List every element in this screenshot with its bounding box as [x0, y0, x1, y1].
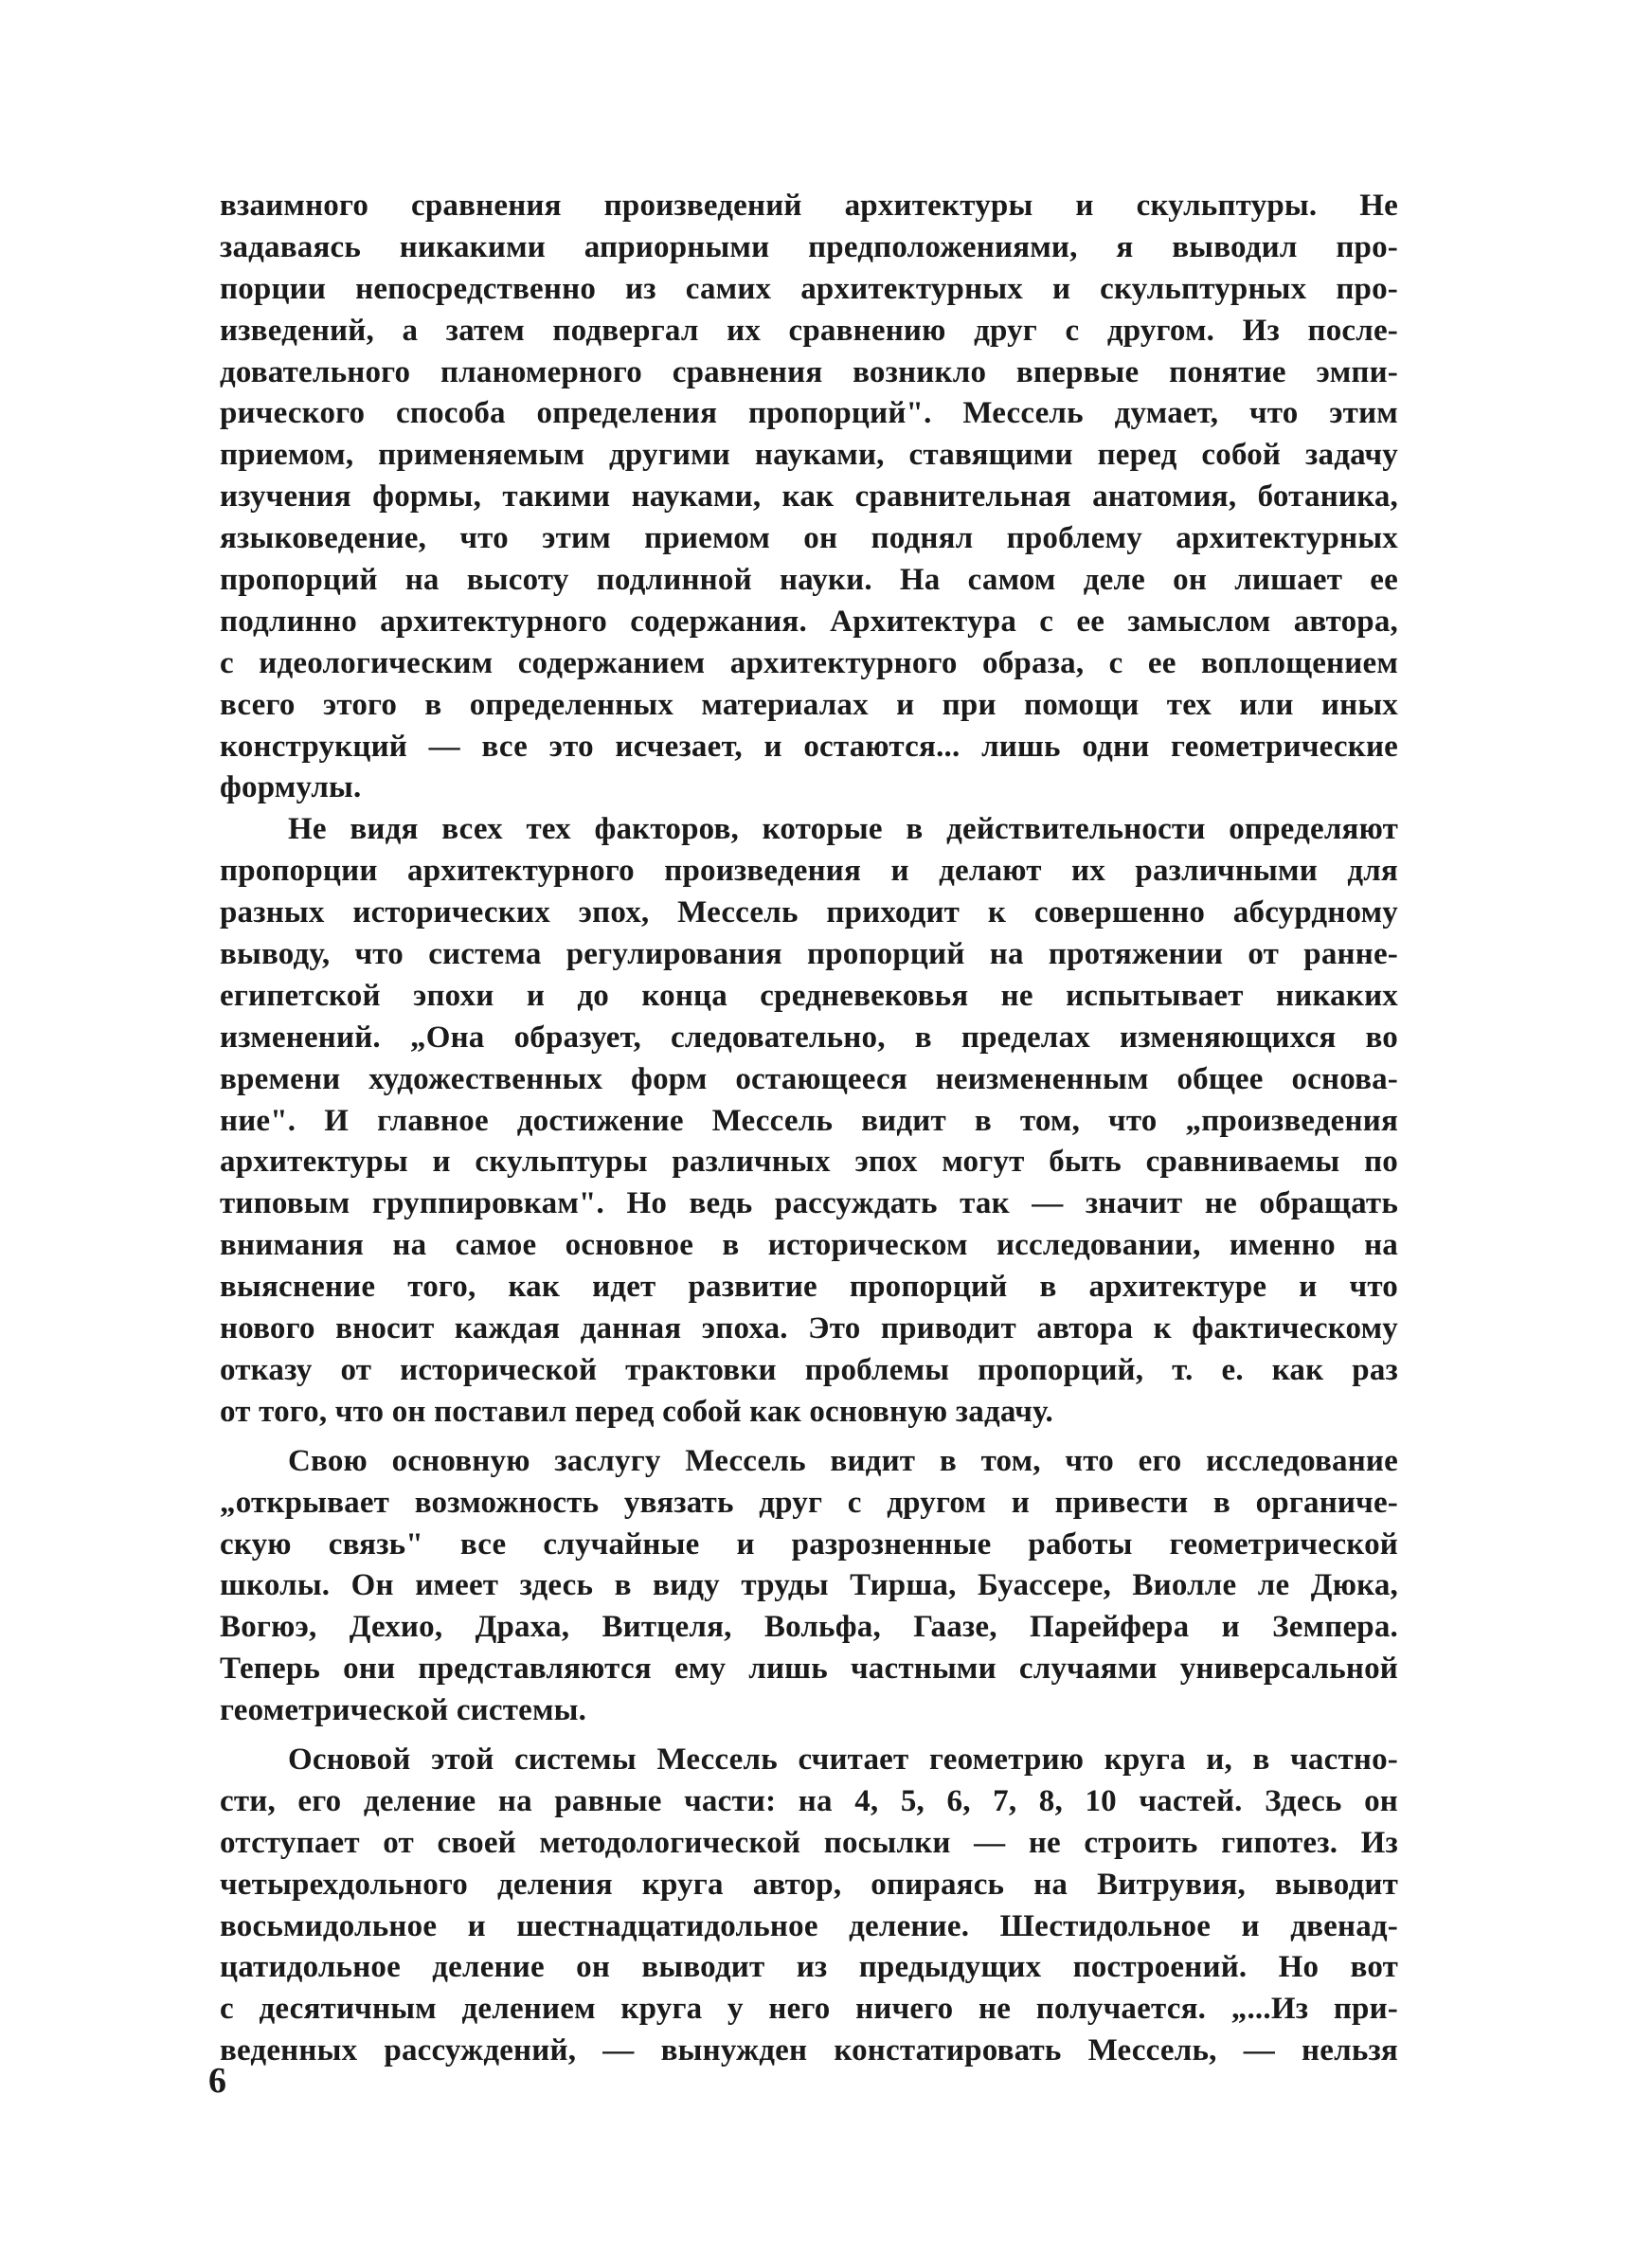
- text-line: изведений, а затем подвергал их сравнению друг с другом. Из после-: [220, 313, 1398, 348]
- text-line: четырехдольного деления круга автор, опираясь на Витрувия, выводит: [220, 1867, 1398, 1902]
- text-line: восьмидольное и шестнадцатидольное деление. Шестидольное и двенад-: [220, 1908, 1398, 1943]
- text-line: Теперь они представляются ему лишь частными случаями универсальной: [220, 1652, 1398, 1687]
- text-line: довательного планомерного сравнения возникло впервые понятие эмпи-: [220, 354, 1398, 389]
- text-line: египетской эпохи и до конца средневековья не испытывает никаких: [220, 978, 1398, 1013]
- text-line: Вогюэ, Дехио, Драха, Витцеля, Вольфа, Гаазе, Парейфера и Земпера.: [220, 1610, 1398, 1645]
- text-line: от того, что он поставил перед собой как основную задачу.: [220, 1394, 1053, 1429]
- text-line: геометрической системы.: [220, 1693, 587, 1728]
- text-line: изучения формы, такими науками, как сравнительная анатомия, ботаника,: [220, 479, 1398, 515]
- text-line: типовым группировкам". Но ведь рассуждать так — значит не обращать: [220, 1186, 1398, 1221]
- text-line: Не видя всех тех факторов, которые в действительности определяют: [288, 812, 1398, 847]
- text-line: школы. Он имеет здесь в виду труды Тирша, Буассере, Виолле ле Дюка,: [220, 1568, 1398, 1603]
- text-line: разных исторических эпох, Мессель приходит к совершенно абсурдному: [220, 895, 1398, 930]
- text-line: цатидольное деление он выводит из предыдущих построений. Но вот: [220, 1950, 1398, 1985]
- text-line: взаимного сравнения произведений архитектуры и скульптуры. Не: [220, 189, 1398, 223]
- body-text: [220, 186, 1398, 2072]
- text-line: „открывает возможность увязать друг с другом и привести в органиче-: [220, 1485, 1398, 1520]
- text-line: всего этого в определенных материалах и при помощи тех или иных: [220, 687, 1398, 722]
- text-line: подлинно архитектурного содержания. Архитектура с ее замыслом автора,: [220, 604, 1398, 639]
- text-line: нового вносит каждая данная эпоха. Это приводит автора к фактическому: [220, 1311, 1398, 1346]
- text-line: пропорции архитектурного произведения и делают их различными для: [220, 854, 1398, 889]
- text-line: конструкций — все это исчезает, и остаются... лишь одни геометрические: [220, 729, 1398, 764]
- text-line: с десятичным делением круга у него ничего не получается. „...Из при-: [220, 1992, 1398, 2027]
- paragraph-gap: [220, 1732, 1398, 1740]
- text-line: внимания на самое основное в историческом исследовании, именно на: [220, 1228, 1398, 1263]
- text-line: Основой этой системы Мессель считает геометрию круга и, в частно-: [288, 1742, 1398, 1777]
- text-line: языковедение, что этим приемом он поднял проблему архитектурных: [220, 521, 1398, 556]
- paragraph-gap: [220, 1434, 1398, 1441]
- text-line: формулы.: [220, 770, 362, 805]
- text-line: ние". И главное достижение Мессель видит в том, что „произведения: [220, 1103, 1398, 1138]
- text-line: выводу, что система регулирования пропорций на протяжении от ранне-: [220, 937, 1398, 972]
- text-line: изменений. „Она образует, следовательно, в пределах изменяющихся во: [220, 1020, 1398, 1055]
- text-line: отказу от исторической трактовки проблемы пропорций, т. е. как раз: [220, 1352, 1398, 1387]
- text-line: веденных рассуждений, — вынужден констатировать Мессель, — нельзя: [220, 2033, 1398, 2068]
- text-line: архитектуры и скульптуры различных эпох могут быть сравниваемы по: [220, 1145, 1398, 1180]
- text-line: с идеологическим содержанием архитектурного образа, с ее воплощением: [220, 645, 1398, 680]
- text-line: приемом, применяемым другими науками, ставящими перед собой задачу: [220, 438, 1398, 473]
- text-line: Свою основную заслугу Мессель видит в том, что его исследование: [288, 1443, 1398, 1478]
- text-line: рического способа определения пропорций". Мессель думает, что этим: [220, 396, 1398, 431]
- text-line: задаваясь никакими априорными предположениями, я выводил про-: [220, 229, 1398, 264]
- text-line: порции непосредственно из самих архитектурных и скульптурных про-: [220, 271, 1398, 306]
- text-line: сти, его деление на равные части: на 4, 5, 6, 7, 8, 10 частей. Здесь он: [220, 1783, 1398, 1818]
- text-line: выяснение того, как идет развитие пропорций в архитектуре и что: [220, 1270, 1398, 1305]
- text-line: пропорций на высоту подлинной науки. На самом деле он лишает ее: [220, 563, 1398, 598]
- text-line: времени художественных форм остающееся неизмененным общее основа-: [220, 1061, 1398, 1096]
- text-line: отступает от своей методологической посылки — не строить гипотез. Из: [220, 1825, 1398, 1860]
- text-line: скую связь" все случайные и разрозненные работы геометрической: [220, 1526, 1398, 1562]
- page-number: 6: [208, 2061, 226, 2101]
